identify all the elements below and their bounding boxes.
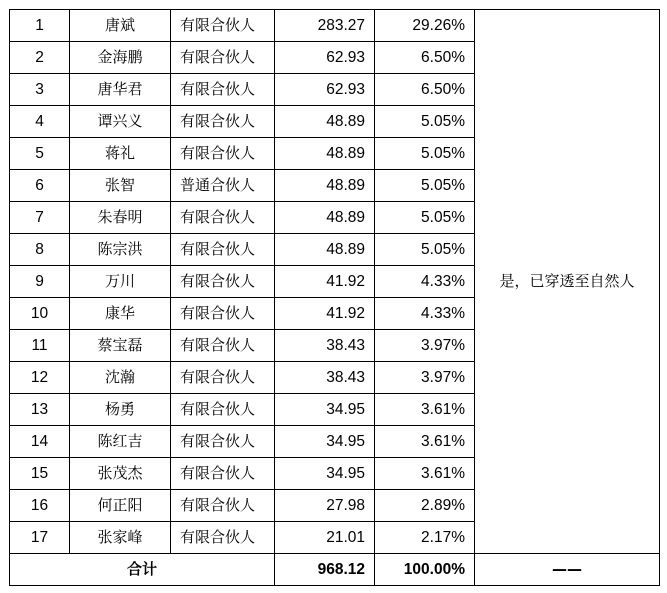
row-number-cell: 14	[10, 426, 70, 458]
partner-type-cell: 有限合伙人	[171, 74, 275, 106]
partner-name-cell: 陈红吉	[70, 426, 171, 458]
partner-table	[9, 9, 660, 586]
contribution-amount-cell: 34.95	[275, 458, 375, 490]
contribution-amount-cell: 48.89	[275, 106, 375, 138]
contribution-amount-cell: 21.01	[275, 522, 375, 554]
contribution-amount-cell: 48.89	[275, 138, 375, 170]
row-number-cell: 9	[10, 266, 70, 298]
partner-type-cell: 有限合伙人	[171, 330, 275, 362]
row-number-cell: 15	[10, 458, 70, 490]
contribution-amount-cell: 27.98	[275, 490, 375, 522]
share-percentage-cell: 3.97%	[375, 330, 475, 362]
partner-type-cell: 有限合伙人	[171, 234, 275, 266]
penetration-note-cell: 是，已穿透至自然人	[475, 10, 660, 554]
partner-name-cell: 蒋礼	[70, 138, 171, 170]
share-percentage-cell: 3.61%	[375, 426, 475, 458]
partner-name-cell: 张智	[70, 170, 171, 202]
row-number-cell: 4	[10, 106, 70, 138]
share-percentage-cell: 2.17%	[375, 522, 475, 554]
contribution-amount-cell: 41.92	[275, 266, 375, 298]
total-percentage-cell: 100.00%	[375, 554, 475, 586]
partner-name-cell: 蔡宝磊	[70, 330, 171, 362]
contribution-amount-cell: 283.27	[275, 10, 375, 42]
partner-type-cell: 有限合伙人	[171, 42, 275, 74]
contribution-amount-cell: 34.95	[275, 394, 375, 426]
share-percentage-cell: 4.33%	[375, 266, 475, 298]
partner-name-cell: 万川	[70, 266, 171, 298]
partner-type-cell: 有限合伙人	[171, 202, 275, 234]
partner-type-cell: 有限合伙人	[171, 106, 275, 138]
share-percentage-cell: 3.61%	[375, 458, 475, 490]
row-number-cell: 5	[10, 138, 70, 170]
partner-name-cell: 唐华君	[70, 74, 171, 106]
partner-type-cell: 有限合伙人	[171, 266, 275, 298]
partner-type-cell: 有限合伙人	[171, 10, 275, 42]
partner-type-cell: 有限合伙人	[171, 138, 275, 170]
row-number-cell: 13	[10, 394, 70, 426]
partner-name-cell: 朱春明	[70, 202, 171, 234]
share-percentage-cell: 6.50%	[375, 42, 475, 74]
row-number-cell: 17	[10, 522, 70, 554]
partner-type-cell: 普通合伙人	[171, 170, 275, 202]
partner-type-cell: 有限合伙人	[171, 362, 275, 394]
partner-name-cell: 沈瀚	[70, 362, 171, 394]
share-percentage-cell: 2.89%	[375, 490, 475, 522]
share-percentage-cell: 5.05%	[375, 170, 475, 202]
total-label-cell: 合计	[10, 554, 275, 586]
row-number-cell: 11	[10, 330, 70, 362]
row-number-cell: 6	[10, 170, 70, 202]
contribution-amount-cell: 48.89	[275, 234, 375, 266]
row-number-cell: 16	[10, 490, 70, 522]
row-number-cell: 3	[10, 74, 70, 106]
row-number-cell: 7	[10, 202, 70, 234]
row-number-cell: 8	[10, 234, 70, 266]
partner-type-cell: 有限合伙人	[171, 458, 275, 490]
share-percentage-cell: 5.05%	[375, 106, 475, 138]
share-percentage-cell: 3.97%	[375, 362, 475, 394]
partner-type-cell: 有限合伙人	[171, 522, 275, 554]
row-number-cell: 12	[10, 362, 70, 394]
table-body	[10, 10, 660, 586]
contribution-amount-cell: 38.43	[275, 362, 375, 394]
partner-type-cell: 有限合伙人	[171, 298, 275, 330]
partner-name-cell: 张家峰	[70, 522, 171, 554]
partner-name-cell: 杨勇	[70, 394, 171, 426]
total-amount-cell: 968.12	[275, 554, 375, 586]
partner-name-cell: 唐斌	[70, 10, 171, 42]
table-row	[10, 10, 660, 42]
contribution-amount-cell: 48.89	[275, 170, 375, 202]
partner-type-cell: 有限合伙人	[171, 490, 275, 522]
share-percentage-cell: 5.05%	[375, 202, 475, 234]
total-note-cell: ——	[475, 554, 660, 586]
row-number-cell: 2	[10, 42, 70, 74]
contribution-amount-cell: 62.93	[275, 74, 375, 106]
partner-type-cell: 有限合伙人	[171, 426, 275, 458]
total-row	[10, 554, 660, 586]
contribution-amount-cell: 34.95	[275, 426, 375, 458]
contribution-amount-cell: 62.93	[275, 42, 375, 74]
row-number-cell: 10	[10, 298, 70, 330]
contribution-amount-cell: 41.92	[275, 298, 375, 330]
partner-name-cell: 何正阳	[70, 490, 171, 522]
partner-name-cell: 张茂杰	[70, 458, 171, 490]
row-number-cell: 1	[10, 10, 70, 42]
share-percentage-cell: 5.05%	[375, 138, 475, 170]
partner-name-cell: 陈宗洪	[70, 234, 171, 266]
partner-name-cell: 谭兴义	[70, 106, 171, 138]
contribution-amount-cell: 38.43	[275, 330, 375, 362]
partner-name-cell: 金海鹏	[70, 42, 171, 74]
contribution-amount-cell: 48.89	[275, 202, 375, 234]
share-percentage-cell: 3.61%	[375, 394, 475, 426]
partner-type-cell: 有限合伙人	[171, 394, 275, 426]
share-percentage-cell: 4.33%	[375, 298, 475, 330]
share-percentage-cell: 6.50%	[375, 74, 475, 106]
partner-name-cell: 康华	[70, 298, 171, 330]
share-percentage-cell: 5.05%	[375, 234, 475, 266]
share-percentage-cell: 29.26%	[375, 10, 475, 42]
